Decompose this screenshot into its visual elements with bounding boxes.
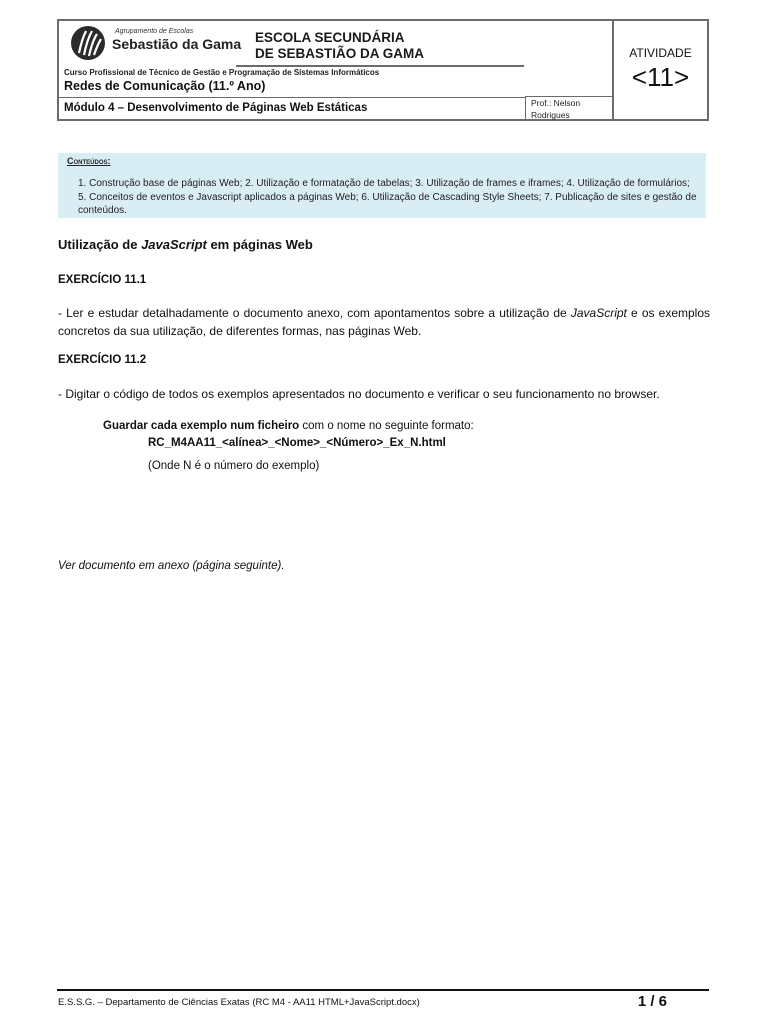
teacher-name: Prof.: Nelson Rodrigues: [531, 98, 581, 120]
filename-note: (Onde N é o número do exemplo): [148, 460, 320, 472]
subject-name: Redes de Comunicação (11.º Ano): [64, 79, 266, 93]
activity-label: ATIVIDADE: [629, 46, 692, 60]
school-logo-icon: [70, 25, 106, 61]
module-divider: [59, 97, 525, 98]
school-name-line2: DE SEBASTIÃO DA GAMA: [255, 46, 425, 61]
ex1-text-em: JavaScript: [570, 306, 627, 320]
filename-format: RC_M4AA11_<alínea>_<Nome>_<Número>_Ex_N.html: [148, 437, 446, 449]
logo-name: Sebastião da Gama: [112, 36, 242, 52]
section-title-em: JavaScript: [141, 237, 207, 252]
exercise-11-1-text: [58, 304, 710, 340]
exercise-11-2-title: EXERCÍCIO 11.2: [58, 354, 147, 366]
exercise-11-2-text: - Digitar o código de todos os exemplos apresentados no documento e verificar o seu funcionamento no browser.: [58, 387, 660, 401]
footer-divider: [57, 989, 709, 991]
save-instruction-bold: Guardar cada exemplo num ficheiro: [103, 420, 300, 432]
exercise-11-1-title: EXERCÍCIO 11.1: [58, 274, 147, 286]
page-number: 1 / 6: [637, 993, 667, 1010]
section-title-pre: Utilização de: [58, 237, 142, 252]
logo-subtitle: Agrupamento de Escolas: [115, 28, 194, 35]
save-instruction: [103, 420, 474, 432]
section-title: [58, 237, 313, 252]
course-name: Curso Profissional de Técnico de Gestão e Programação de Sistemas Informáticos: [64, 68, 380, 77]
school-divider: [236, 65, 524, 67]
save-instruction-rest: com o nome no seguinte formato:: [299, 420, 474, 432]
footer-text: E.S.S.G. – Departamento de Ciências Exatas (RC M4 - AA11 HTML+JavaScript.docx): [58, 997, 420, 1008]
activity-number: <11>: [631, 62, 690, 92]
module-name: Módulo 4 – Desenvolvimento de Páginas Web Estáticas: [64, 102, 368, 114]
ex1-text-pre: - Ler e estudar detalhadamente o documento anexo, com apontamentos sobre a utilização de: [58, 306, 571, 320]
ex1-text-post: e os exemplos concretos da sua utilização, de diferentes formas, nas páginas Web.: [58, 306, 710, 338]
school-name: [255, 30, 424, 62]
contents-title: Conteúdos:: [67, 156, 111, 166]
contents-text: 1. Construção base de páginas Web; 2. Utilização e formatação de tabelas; 3. Utilização de frames e iframes; 4. Utilização de formulários; 5. Conceitos de eventos e Javascript aplicados a páginas Web; 6. Utilização de Cascading Style Sheets; 7. Publicação de sites e gestão de conteúdos.: [78, 178, 697, 216]
section-title-post: em páginas Web: [206, 237, 313, 252]
school-name-line1: ESCOLA SECUNDÁRIA: [255, 30, 405, 45]
annex-note: Ver documento em anexo (página seguinte).: [58, 560, 285, 572]
